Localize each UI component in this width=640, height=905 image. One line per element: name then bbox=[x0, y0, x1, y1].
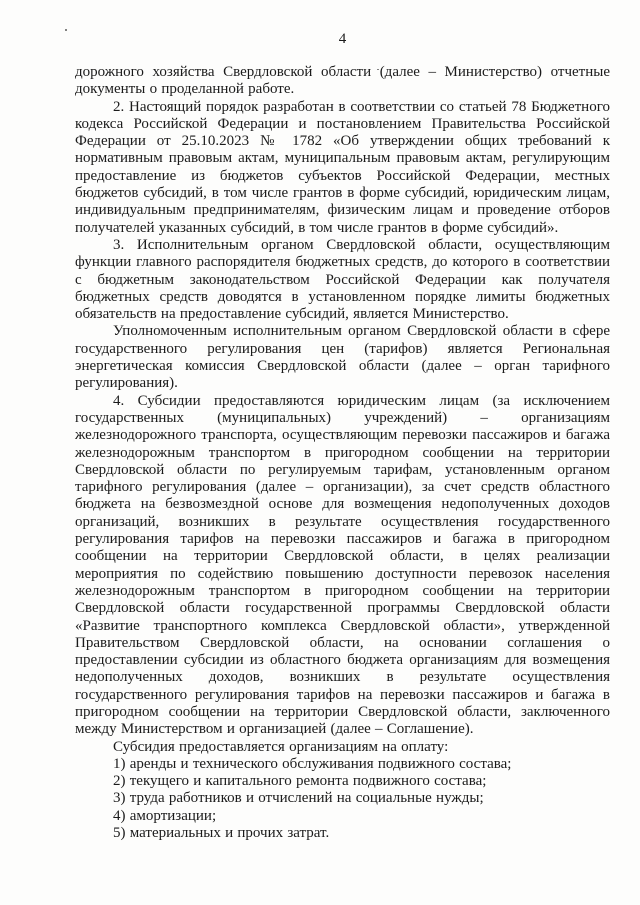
paragraph-tariff-authority: Уполномоченным исполнительным органом Свердловской области в сфере государственного регулирования цен (тарифов) является Региональная энергетическая комиссия Свердловской области (далее – орган тарифного регулирования). bbox=[75, 323, 610, 392]
paragraph-subsidy-payment-intro: Субсидия предоставляется организациям на оплату: bbox=[113, 738, 449, 755]
page-number: 4 bbox=[338, 31, 347, 47]
paragraph-item-3: 3. Исполнительным органом Свердловской области, осуществляющим функции главного распорядителя бюджетных средств, до которого в соответствии с бюджетным законодательством Российской Федерации как получателя бюджетных средств доводятся в установленном порядке лимиты бюджетных обязательств на предоставление субсидий, является Министерство. bbox=[75, 236, 610, 323]
list-item-3: 3) труда работников и отчислений на социальные нужды; bbox=[113, 790, 484, 807]
scan-artifact-dot bbox=[65, 29, 67, 31]
list-item-5: 5) материальных и прочих затрат. bbox=[113, 825, 330, 842]
paragraph-item-2: 2. Настоящий порядок разработан в соответствии со статьей 78 Бюджетного кодекса Российской Федерации и постановлением Правительства Российской Федерации от 25.10.2023 № 1782 «Об утверждении общих требований к нормативным правовым актам, муниципальным правовым актам, регулирующим предоставление из бюджетов субъектов Российской Федерации, местных бюджетов субсидий, в том числе грантов в форме субсидий, юридическим лицам, индивидуальным предпринимателям, физическим лицам и проведение отборов получателей указанных субсидий, в том числе грантов в форме субсидий». bbox=[75, 98, 610, 236]
list-item-4: 4) амортизации; bbox=[113, 807, 217, 824]
list-item-1: 1) аренды и технического обслуживания подвижного состава; bbox=[113, 755, 512, 772]
paragraph-item-4: 4. Субсидии предоставляются юридическим лицам (за исключением государственных (муниципальных) учреждений) – организациям железнодорожного транспорта, осуществляющим перевозки пассажиров и багажа железнодорожным транспортом в пригородном сообщении на территории Свердловской области по регулируемым тарифам, установленным органом тарифного регулирования (далее – организации), за счет средств областного бюджета на безвозмездной основе для возмещения недополученных доходов организаций, возникших в результате осуществления государственного регулирования тарифов на перевозки пассажиров и багажа в пригородном сообщении на территории Свердловской области, в целях реализации мероприятия по содействию повышению доступности перевозок населения железнодорожным транспортом в пригородном сообщении на территории Свердловской области государственной программы Свердловской области «Развитие транспортного комплекса Свердловской области», утвержденной Правительством Свердловской области, на основании соглашения о предоставлении субсидии из областного бюджета организациям для возмещения недополученных доходов, возникших в результате осуществления государственного регулирования тарифов на перевозки пассажиров и багажа в пригородном сообщении на территории Свердловской области, заключенного между Министерством и организацией (далее – Соглашение). bbox=[75, 392, 610, 738]
paragraph-continuation: дорожного хозяйства Свердловской области (далее – Министерство) отчетные документы о проделанной работе. bbox=[75, 64, 610, 98]
list-item-2: 2) текущего и капитального ремонта подвижного состава; bbox=[113, 773, 487, 790]
document-body bbox=[75, 64, 610, 842]
